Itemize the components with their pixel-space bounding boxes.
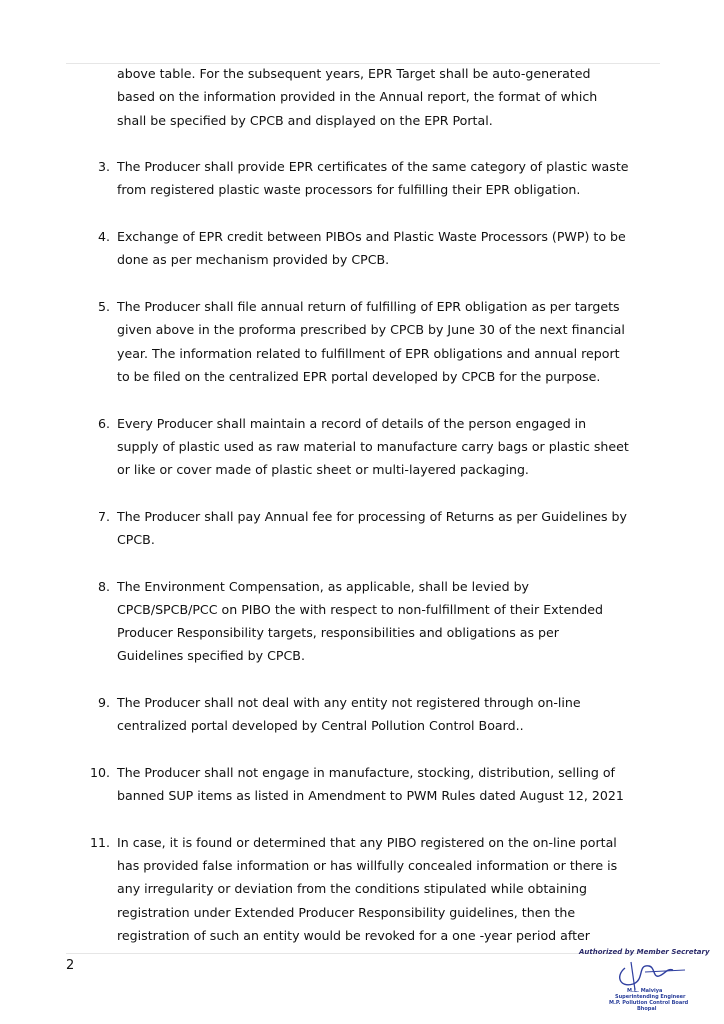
stamp-authorized-text: Authorized by Member Secretary — [579, 948, 710, 956]
item-line: Guidelines specified by CPCB. — [117, 648, 305, 664]
stamp-city: Bhopal — [637, 1006, 657, 1012]
item-line: done as per mechanism provided by CPCB. — [117, 252, 390, 268]
list-item — [117, 761, 657, 808]
intro-line: based on the information provided in the Annual report, the format of which — [117, 89, 598, 105]
list-item — [117, 505, 657, 552]
list-item — [117, 295, 657, 388]
item-line: In case, it is found or determined that any PIBO registered on the on-line portal — [117, 834, 617, 850]
intro-line: shall be specified by CPCB and displayed on the EPR Portal. — [117, 112, 493, 128]
list-item — [117, 412, 657, 482]
stamp-name: M.L. Malviya — [627, 988, 663, 994]
item-line: The Producer shall file annual return of fulfilling of EPR obligation as per targets — [117, 299, 620, 314]
item-number: 9. — [97, 695, 110, 711]
item-line: supply of plastic used as raw material to manufacture carry bags or plastic sheet — [117, 438, 629, 454]
list-item — [117, 691, 657, 738]
intro-line: above table. For the subsequent years, EPR Target shall be auto-generated — [117, 66, 591, 81]
item-number: 3. — [97, 159, 110, 175]
item-line: to be filed on the centralized EPR portal developed by CPCB for the purpose. — [117, 368, 601, 384]
item-line: centralized portal developed by Central Pollution Control Board.. — [117, 718, 524, 734]
authorization-stamp — [575, 946, 709, 1018]
intro-paragraph — [117, 62, 657, 132]
item-line: year. The information related to fulfillment of EPR obligations and annual report — [117, 345, 620, 361]
item-number: 10. — [89, 765, 110, 780]
item-line: The Producer shall not engage in manufacture, stocking, distribution, selling of — [117, 765, 615, 780]
item-number: 6. — [97, 415, 110, 431]
list-item — [117, 831, 657, 947]
item-line: The Producer shall not deal with any entity not registered through on-line — [117, 695, 581, 711]
footer-rule — [66, 953, 660, 954]
item-number: 11. — [89, 834, 110, 850]
item-number: 4. — [97, 229, 110, 245]
item-line: Exchange of EPR credit between PIBOs and Plastic Waste Processors (PWP) to be — [117, 229, 626, 245]
item-line: has provided false information or has willfully concealed information or there is — [117, 858, 618, 874]
item-line: from registered plastic waste processors for fulfilling their EPR obligation. — [117, 182, 581, 198]
item-line: registration of such an entity would be revoked for a one -year period after — [117, 928, 590, 944]
item-line: CPCB/SPCB/PCC on PIBO the with respect to non-fulfillment of their Extended — [117, 601, 604, 617]
item-number: 7. — [97, 508, 110, 524]
item-line: The Environment Compensation, as applicable, shall be levied by — [117, 578, 530, 594]
item-number: 5. — [97, 299, 110, 314]
item-line: Producer Responsibility targets, responsibilities and obligations as per — [117, 625, 559, 641]
item-line: CPCB. — [117, 531, 155, 547]
item-line: banned SUP items as listed in Amendment to PWM Rules dated August 12, 2021 — [117, 788, 624, 804]
item-line: Every Producer shall maintain a record of details of the person engaged in — [117, 415, 587, 431]
stamp-designation: Superintending Engineer — [615, 994, 686, 1000]
item-number: 8. — [97, 578, 110, 594]
item-line: registration under Extended Producer Responsibility guidelines, then the — [117, 904, 576, 920]
stamp-office: M.P. Pollution Control Board — [609, 1000, 689, 1006]
list-item — [117, 155, 657, 202]
item-line: The Producer shall pay Annual fee for processing of Returns as per Guidelines by — [117, 508, 627, 524]
item-line: or like or cover made of plastic sheet or multi-layered packaging. — [117, 462, 529, 478]
item-line: any irregularity or deviation from the conditions stipulated while obtaining — [117, 881, 587, 897]
list-item — [117, 575, 657, 668]
item-line: The Producer shall provide EPR certificates of the same category of plastic waste — [117, 159, 629, 175]
list-item — [117, 225, 657, 272]
item-line: given above in the proforma prescribed by CPCB by June 30 of the next financial — [117, 322, 625, 338]
page-number: 2 — [66, 958, 75, 973]
